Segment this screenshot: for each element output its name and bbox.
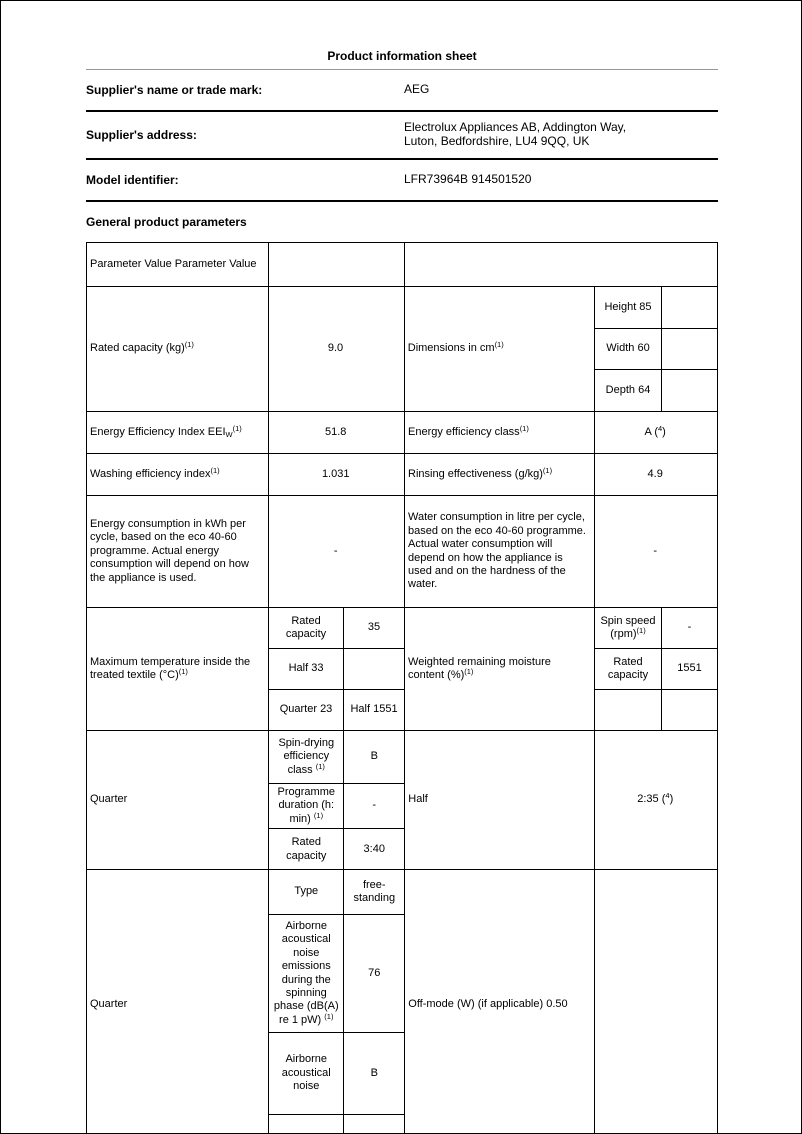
moisture-empty-value [661,690,717,730]
model-identifier-label: Model identifier: [86,173,179,187]
value-text: A ( [644,425,658,438]
value-text: ) [669,793,674,806]
eei-row [87,411,717,453]
label-text: Washing efficiency index [90,467,211,480]
moisture-empty-row [595,689,717,730]
label-text: Spin speed (rpm) [600,614,656,640]
supplier-address-label: Supplier's address: [86,128,197,142]
footnote-marker: (1) [313,810,324,820]
page-title: Product information sheet [327,49,477,63]
label-text-wrap [408,342,589,355]
label-text-wrap [408,423,589,439]
washing-row [87,453,717,495]
moisture-rated-capacity-value: 1551 [661,649,717,689]
type-value: free-standing [343,870,404,914]
param-value-header-cell: Parameter Value Parameter Value [90,257,257,270]
label-text: Weighted remaining moisture content (%) [408,655,551,681]
quarter-spin-row [87,730,717,869]
washing-index-label [87,454,268,495]
energy-consumption-value: - [268,496,404,607]
header-empty-cell-1 [268,243,404,286]
label-text-wrap [90,465,263,481]
label-text-wrap [408,465,589,481]
value-text-wrap [644,423,666,439]
model-identifier-row [86,160,718,202]
airborne-noise-class-row [269,1032,404,1114]
footnote-marker: (1) [324,1011,334,1021]
moisture-rated-row [595,648,717,689]
energy-consumption-label: Energy consumption in kWh per cycle, based on the eco 40-60 programme. Actual energy consumption will depend on how the appliance is used. [90,517,249,584]
moisture-empty-cell [595,690,661,730]
label-text: Airborne acoustical noise emissions during the spinning phase (dB(A) re 1 pW) [273,919,339,1026]
footnote-marker: (1) [542,465,553,475]
rated-capacity-value: 9.0 [268,287,403,411]
value-text: 2:35 ( [637,793,666,806]
eei-value: 51.8 [268,412,404,453]
spin-speed-row [595,608,717,648]
eei-label [87,412,268,453]
noise-subtable [268,870,404,1134]
noise-empty-cell [594,870,717,1134]
temperature-row [87,607,717,730]
temp-rated-row [269,608,404,648]
washing-index-value: 1.031 [268,454,404,495]
address-line-2: Luton, Bedfordshire, LU4 9QQ, UK [404,134,590,148]
subscript-marker: W [225,429,233,439]
temp-half-cell: Half 33 [288,662,324,675]
dimensions-subtable [594,287,717,411]
dimension-width-row [595,328,717,370]
section-title: General product parameters [86,215,247,229]
airborne-noise-emissions-cell [269,915,343,1032]
moisture-rated-capacity-cell: Rated capacity [607,655,649,681]
noise-cutoff-row [269,1114,404,1134]
dimensions-label [404,287,594,411]
dimension-depth-empty [661,370,717,411]
label-text: Programme duration (h: min) [277,785,335,825]
footnote-marker: 4 [665,791,670,801]
footnote-marker: (1) [232,423,242,433]
rinsing-label [404,454,594,495]
model-identifier-value: LFR73964B 914501520 [404,172,532,187]
footnote-marker: (1) [494,340,504,350]
temperature-subtable [268,608,404,730]
footnote-marker: (1) [636,626,646,635]
temp-rated-capacity-value: 35 [343,608,404,648]
supplier-address-value [404,121,718,149]
parameters-table [86,242,718,1134]
footnote-marker: (1) [210,465,220,475]
label-text: Dimensions in cm [407,342,495,355]
spin-subtable [268,731,404,869]
footnote-marker: 4 [658,423,663,433]
temp-quarter-cell: Quarter 23 [279,703,333,716]
programme-duration-cell [269,784,343,828]
type-row [269,870,404,914]
sheet-content [86,1,718,1134]
supplier-name-row [86,70,718,112]
quarter-row2-label: Quarter [90,997,128,1010]
label-text-wrap [90,342,263,355]
label-text-wrap [271,737,341,777]
footnote-marker: (1) [178,667,188,676]
label-text: Maximum temperature inside the treated textile (°C) [90,655,251,681]
noise-cutoff-value [343,1115,404,1134]
duration-rated-capacity-cell: Rated capacity [286,836,327,862]
header-empty-cell-2 [404,243,717,286]
temp-half-value [343,649,404,689]
programme-duration-row [269,783,404,828]
temp-quarter-row [269,689,404,730]
water-consumption-value: - [594,496,717,607]
spin-speed-cell [595,608,661,648]
duration-rated-capacity-value: 3:40 [343,829,404,870]
label-text: Rated capacity (kg) [90,342,185,355]
address-line-1: Electrolux Appliances AB, Addington Way, [404,120,627,135]
type-cell: Type [294,885,319,898]
footnote-marker: (1) [315,761,325,771]
footnote-marker: (1) [184,340,194,350]
dimension-height-empty [661,287,717,328]
value-text-wrap [637,793,673,806]
label-text: Energy Efficiency Index EEI [90,425,226,438]
label-text-wrap [90,656,263,683]
temp-half-row [269,648,404,689]
programme-duration-value: - [343,784,404,828]
dimension-width-cell: Width 60 [606,342,650,355]
temp-rated-capacity-cell: Rated capacity [285,614,327,640]
half-label: Half [404,731,594,869]
spin-drying-class-cell [269,731,343,783]
table-header-row [87,243,717,286]
off-mode-label: Off-mode (W) (if applicable) 0.50 [404,870,594,1134]
footnote-marker: (1) [464,667,474,676]
airborne-noise-class-cell: Airborne acoustical noise [281,1053,331,1093]
energy-class-value [594,412,717,453]
label-text: Energy efficiency class [408,425,520,438]
supplier-name-label: Supplier's name or trade mark: [86,83,263,97]
half-duration-value [594,731,717,869]
spin-drying-class-row [269,731,404,783]
label-text-wrap [271,786,341,826]
duration-rated-row [269,828,404,870]
water-consumption-label: Water consumption in litre per cycle, based on the eco 40-60 programme. Actual water consumption will depend on how the appliance is used and on the hardness of the water. [404,496,594,607]
capacity-dimensions-row [87,286,717,411]
supplier-name-value: AEG [404,82,430,97]
dimension-height-cell: Height 85 [604,300,652,313]
label-text: Spin-drying efficiency class [278,736,335,776]
supplier-address-row [86,112,718,160]
airborne-noise-emissions-row [269,914,404,1032]
airborne-noise-emissions-value: 76 [343,915,404,1032]
label-text: Rinsing effectiveness (g/kg) [408,467,543,480]
dimension-depth-row [595,369,717,411]
consumption-row [87,495,717,607]
airborne-noise-class-value: B [343,1033,404,1114]
label-text-wrap [408,656,589,683]
rated-capacity-label [87,287,268,411]
dimension-depth-cell: Depth 64 [605,383,651,396]
dimension-height-row [595,287,717,328]
label-text-wrap [90,423,263,439]
moisture-label [404,608,594,730]
title-divider [86,63,718,70]
energy-class-label [404,412,594,453]
dimension-width-empty [661,329,717,370]
quarter-noise-row [87,869,717,1134]
noise-cutoff-cell [269,1115,343,1134]
footnote-marker: (1) [519,423,529,433]
value-text: ) [662,425,666,438]
max-temperature-label [87,608,268,730]
label-text-wrap [597,615,659,642]
rinsing-value: 4.9 [594,454,717,495]
label-text-wrap [271,920,341,1027]
moisture-subtable [594,608,717,730]
quarter-row-label: Quarter [90,793,128,806]
spin-drying-class-value: B [343,731,404,783]
spin-speed-value: - [661,608,717,648]
temp-quarter-value: Half 1551 [343,690,404,730]
